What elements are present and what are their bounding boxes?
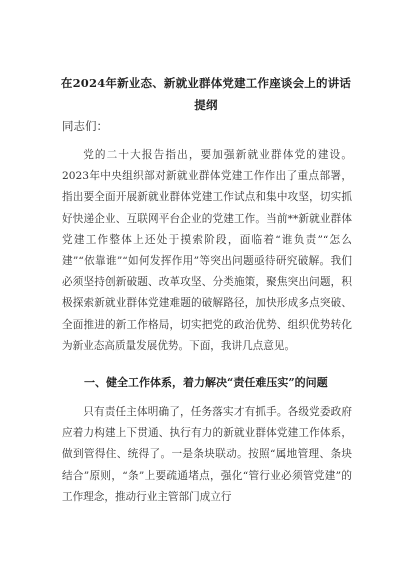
section-heading: 一、健全工作体系，着力解决“责任难压实”的问题 <box>84 376 328 389</box>
body-paragraph: 只有责任主体明确了，任务落实才有抓手。各级党委政府应着力构建上下贯通、执行有力的新就业群体党建工作体系，做到管得住、统得了。一是条块联动。按照“属地管理、条块结合”原则，“条”上要疏通堵点，强化“管行业必须管党建”的工作理念，推动行业主管部门成立行 <box>62 406 352 503</box>
document-title: 在2024年新业态、新就业群体党建工作座谈会上的讲话提纲 <box>60 76 352 112</box>
body-paragraph: 党的二十大报告指出，要加强新就业群体党的建设。2023年中央组织部对新就业群体党建工作作出了重点部署，指出要全面开展新就业群体党建工作试点和集中攻坚，切实抓好快递企业、互联网平台企业的党建工作。当前**新就业群体党建工作整体上还处于摸索阶段，面临着“谁负责”“怎么建”“依靠谁”“如何发挥作用”等突出问题亟待研究破解。我们必须坚持创新破题、改革攻坚、分类施策，聚焦突出问题，积极探索新就业群体党建难题的破解路径，加快形成多点突破、全面推进的新工作格局，切实把党的政治优势、组织优势转化为新业态高质量发展优势。下面，我讲几点意见。 <box>62 149 352 352</box>
greeting: 同志们： <box>62 119 108 133</box>
